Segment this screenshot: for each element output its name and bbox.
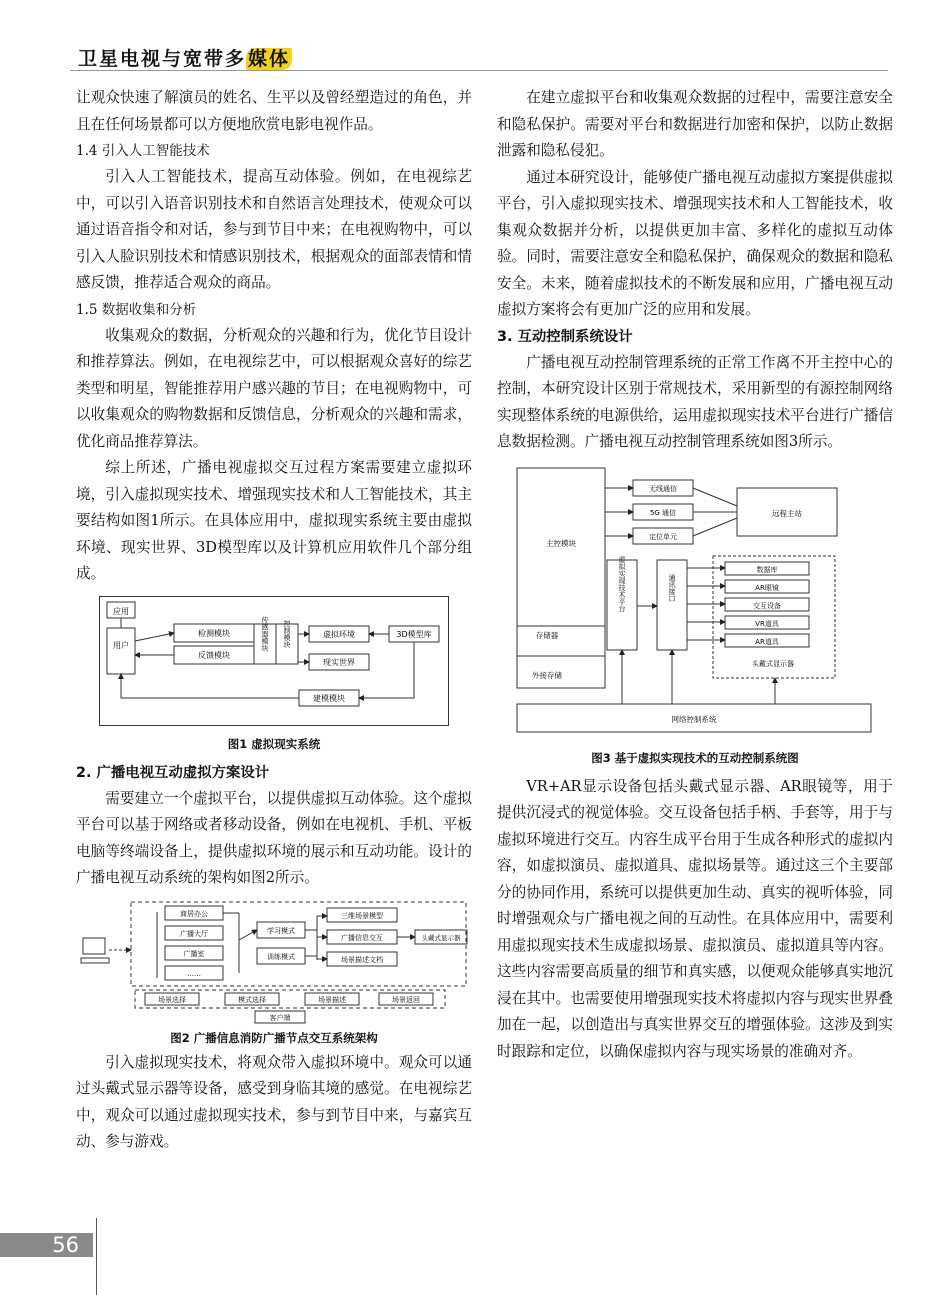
app-label: 应用 bbox=[113, 606, 129, 616]
learn-mode-label: 学习模式 bbox=[267, 926, 295, 935]
figure-1-frame bbox=[100, 596, 449, 725]
paragraph: VR+AR显示设备包括头戴式显示器、AR眼镜等，用于提供沉浸式的视觉体验。交互设备包括手柄、手套等，用于与虚拟环境进行交互。内容生成平台用于生成各种形式的虚拟内容，如虚拟演员、虚拟道具、虚拟场景等。通过这三个主要部分的协同作用，系统可以提供更加生动、真实的视听体验，同时增强观众与广播电视之间的互动性。在具体应用中，需要利用虚拟现实技术生成虚拟场景、虚拟演员、虚拟道具等内容。这些内容需要高质量的细节和真实感，以便观众能够真实地沉浸在其中。也需要使用增强现实技术将虚拟内容与现实世界叠加在一起，以创造出与真实世界交互的增强体验。这涉及到实时跟踪和定位，以确保虚拟内容与现实场景的准确对齐。 bbox=[497, 777, 893, 1060]
item-1: 广播大厅 bbox=[180, 929, 208, 938]
hmd-label: 头戴式显示器 bbox=[752, 659, 794, 668]
paragraph: 综上所述，广播电视虚拟交互过程方案需要建立虚拟环境，引入虚拟现实技术、增强现实技术和人工智能技术，其主要结构如图1所示。在具体应用中，虚拟现实系统主要由虚拟环境、现实世界、3D模型库以及计算机应用软件几个部分组成。 bbox=[76, 459, 472, 582]
ext-storage-label: 外接存储 bbox=[532, 670, 562, 680]
storage-label: 存储器 bbox=[535, 630, 559, 640]
paragraph: 在建立虚拟平台和收集观众数据的过程中，需要注意安全和隐私保护。需要对平台和数据进行加密和保护，以防止数据泄露和隐私侵犯。 bbox=[497, 89, 893, 159]
remote-label: 远程主站 bbox=[772, 508, 802, 518]
train-mode-label: 训练模式 bbox=[267, 952, 295, 961]
feedback-label: 反馈模块 bbox=[198, 650, 230, 660]
figure-2 bbox=[79, 900, 469, 1024]
subsection-heading: 1.5 数据收集和分析 bbox=[76, 301, 197, 318]
paragraph: 引入虚拟现实技术，将观众带入虚拟环境中。观众可以通过头戴式显示器等设备，感受到身临其境的感觉。在电视综艺中，观众可以通过虚拟现实技术，参与到节目中来，与嘉宾互动、参与游戏。 bbox=[76, 1053, 472, 1150]
user-label: 用户 bbox=[113, 640, 129, 650]
net-ctrl-label: 网络控制系统 bbox=[671, 714, 717, 724]
figure-1 bbox=[99, 596, 449, 726]
computer-icon bbox=[83, 938, 105, 954]
journal-title-highlight: 媒体 bbox=[248, 48, 291, 70]
paragraph: 通过本研究设计，能够使广播电视互动虚拟方案提供虚拟平台，引入虚拟现实技术、增强现实技术和人工智能技术，收集观众数据并分析，以提供更加丰富、多样化的虚拟互动体验。同时，需要注意安全和隐私保护，确保观众的数据和隐私安全。未来，随着虚拟技术的不断发展和应用，广播电视互动虚拟方案将会有更加广泛的应用和发展。 bbox=[497, 168, 893, 318]
figure-2-caption: 图2 广播信息消防广播节点交互系统架构 bbox=[170, 1030, 378, 1045]
device-1: AR眼镜 bbox=[755, 583, 779, 592]
page-number: 56 bbox=[0, 1233, 93, 1257]
vr-platform-label: 虚拟实现技术平台 bbox=[618, 555, 626, 612]
paragraph: 广播电视互动控制管理系统的正常工作离不开主控中心的控制，本研究设计区别于常规技术，采用新型的有源控制网络实现整体系统的电源供给，运用虚拟现实技术平台进行广播信息数据检测。广播电视互动控制管理系统如图3所示。 bbox=[497, 353, 893, 450]
out-0: 三维场景模型 bbox=[341, 911, 383, 920]
device-4: AR道具 bbox=[755, 637, 779, 646]
page-rule bbox=[96, 1218, 97, 1295]
figure-2-diagram bbox=[79, 900, 469, 1024]
out-1: 广播信息交互 bbox=[341, 933, 383, 942]
bottom-1: 模式选择 bbox=[238, 995, 266, 1004]
wireless-label: 无线通信 bbox=[649, 484, 677, 493]
hmd-label: 头戴式显示器 bbox=[421, 933, 461, 942]
model-lib-label: 3D模型库 bbox=[396, 629, 432, 639]
paragraph: 引入人工智能技术，提高互动体验。例如，在电视综艺中，可以引入语音识别技术和自然语言处理技术，使观众可以通过语音指令和对话，参与到节目中来；在电视购物中，可以引入人脸识别技术和情感识别技术，根据观众的面部表情和情感反馈，推荐适合观众的商品。 bbox=[76, 168, 472, 291]
main-control-box bbox=[517, 468, 605, 688]
subsection-heading: 1.4 引入人工智能技术 bbox=[76, 143, 210, 159]
virtual-env-label: 虚拟环境 bbox=[323, 629, 355, 639]
journal-title: 卫星电视与宽带多 媒体 bbox=[78, 48, 291, 70]
figure-1-diagram bbox=[99, 596, 449, 726]
item-2: 广播室 bbox=[183, 949, 205, 958]
section-heading: 2. 广播电视互动虚拟方案设计 bbox=[76, 764, 270, 781]
build-label: 建模模块 bbox=[313, 693, 345, 703]
detect-label: 检测模块 bbox=[198, 628, 230, 638]
figure-3-diagram bbox=[515, 466, 875, 738]
real-world-label: 现实世界 bbox=[323, 657, 355, 667]
comm-label: 通讯接口 bbox=[668, 573, 676, 602]
figure-3-caption: 图3 基于虚拟实现技术的互动控制系统图 bbox=[591, 750, 799, 765]
figure-3 bbox=[515, 466, 875, 738]
paragraph: 收集观众的数据，分析观众的兴趣和行为，优化节目设计和推荐算法。例如，在电视综艺中，可以根据观众喜好的综艺类型和明星，智能推荐用户感兴趣的节目；在电视购物中，可以收集观众的购物数据和反馈信息，分析观众的兴趣和需求，优化商品推荐算法。 bbox=[76, 326, 472, 450]
paragraph: 需要建立一个虚拟平台，以提供虚拟互动体验。这个虚拟平台可以基于网络或者移动设备，例如在电视机、手机、平板电脑等终端设备上，提供虚拟环境的展示和互动功能。设计的广播电视互动系统的架构如图2所示。 bbox=[76, 789, 472, 886]
bottom-0: 场景选择 bbox=[158, 995, 186, 1004]
device-list bbox=[725, 562, 809, 647]
device-0: 数据库 bbox=[756, 565, 778, 574]
figure-1-caption: 图1 虚拟现实系统 bbox=[227, 736, 321, 751]
fiveg-label: 5G 通信 bbox=[649, 508, 677, 517]
item-0: 商居办公 bbox=[180, 909, 208, 918]
item-list bbox=[165, 906, 223, 980]
out-2: 场景描述文档 bbox=[341, 955, 383, 964]
device-3: VR道具 bbox=[755, 619, 779, 628]
locate-label: 定位单元 bbox=[649, 532, 677, 541]
sensor-label: 传感器模块 bbox=[261, 616, 269, 651]
right-column bbox=[497, 85, 893, 1065]
bottom-3: 场景返回 bbox=[392, 995, 420, 1004]
bottom-2: 场景描述 bbox=[318, 995, 346, 1004]
paragraph: 让观众快速了解演员的姓名、生平以及曾经塑造过的角色，并且在任何场景都可以方便地欣赏电影电视作品。 bbox=[76, 89, 472, 133]
user-box bbox=[107, 628, 135, 674]
left-column bbox=[76, 85, 472, 1156]
section-heading: 3. 互动控制系统设计 bbox=[497, 328, 633, 345]
item-3: …… bbox=[187, 969, 201, 978]
client-label: 客户端 bbox=[269, 1013, 291, 1022]
control-label: 控制模块 bbox=[283, 619, 291, 648]
main-control-label: 主控模块 bbox=[546, 538, 576, 548]
device-2: 交互设备 bbox=[753, 601, 781, 610]
header-rule bbox=[70, 70, 888, 71]
